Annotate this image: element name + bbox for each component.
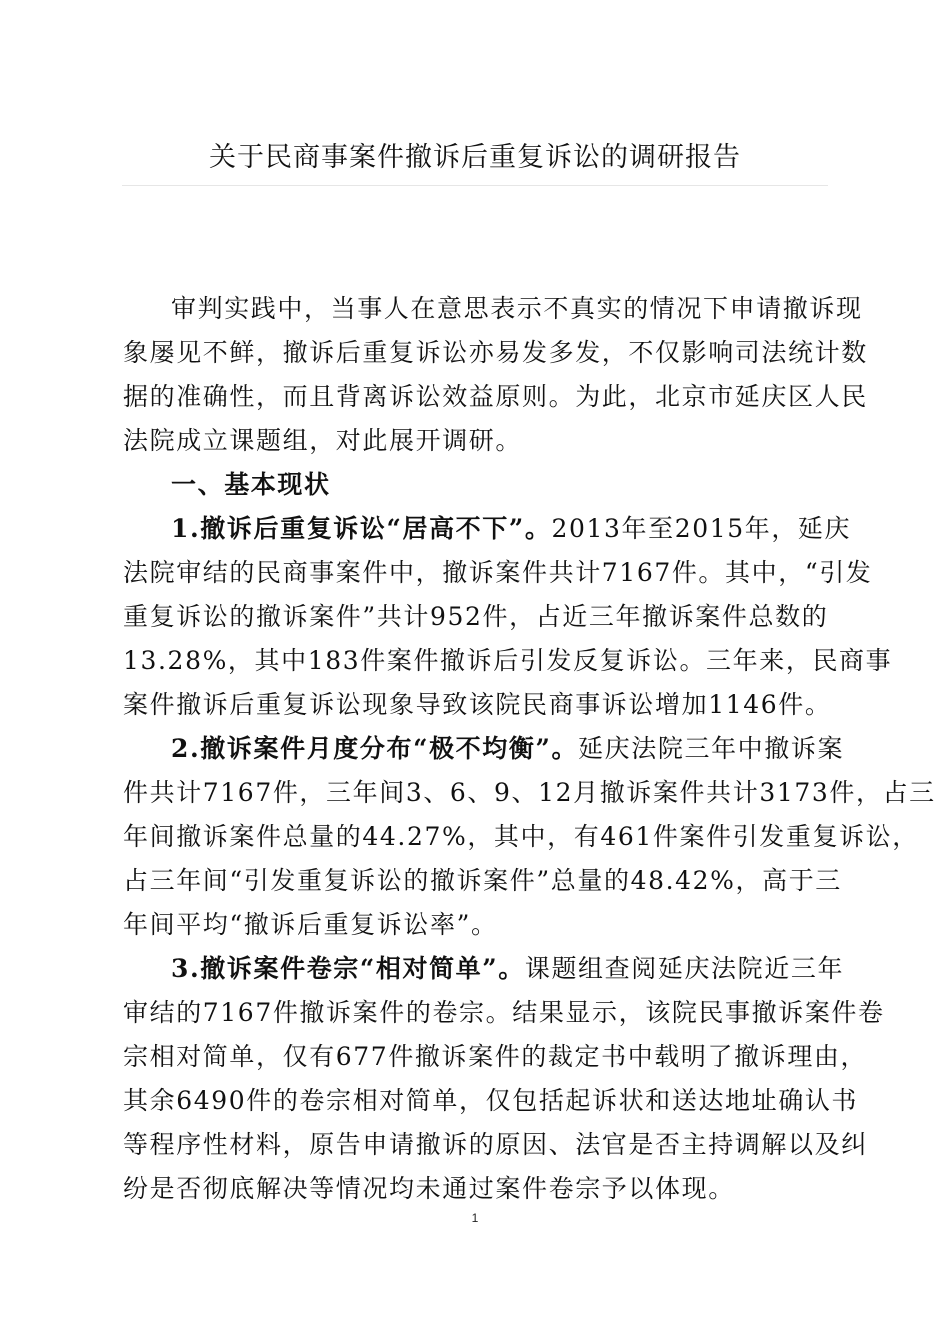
paragraph-line: 审判实践中，当事人在意思表示不真实的情况下申请撤诉现 [171,294,863,323]
paragraph-line: 占三年间“引发重复诉讼的撤诉案件”总量的48.42%，高于三 [123,866,842,895]
point-2-heading: 2.撤诉案件月度分布“极不均衡”。 [171,734,579,763]
title-divider [122,185,828,186]
paragraph-line: 其余6490件的卷宗相对简单，仅包括起诉状和送达地址确认书 [123,1086,859,1115]
paragraph-line: 13.28%，其中183件案件撤诉后引发反复诉讼。三年来，民商事 [123,646,893,675]
section-heading: 一、基本现状 [171,470,331,499]
document-title: 关于民商事案件撤诉后重复诉讼的调研报告 [209,142,741,173]
paragraph-line: 审结的7167件撤诉案件的卷宗。结果显示，该院民事撤诉案件卷 [123,998,885,1027]
point-2-paragraph [123,727,936,947]
paragraph-line: 法院成立课题组，对此展开调研。 [123,426,523,455]
paragraph-line: 件共计7167件，三年间3、6、9、12月撤诉案件共计3173件，占三 [123,778,936,807]
point-1-text: 2013年至2015年，延庆 [551,514,852,543]
paragraph-line: 重复诉讼的撤诉案件”共计952件，占近三年撤诉案件总数的 [123,602,829,631]
paragraph-line [123,507,852,551]
point-1-heading: 1.撤诉后重复诉讼“居高不下”。 [171,514,552,543]
paragraph-line [123,947,845,991]
intro-paragraph [123,287,868,463]
paragraph-line: 宗相对简单，仅有677件撤诉案件的裁定书中载明了撤诉理由， [123,1042,868,1071]
document-body [123,287,936,1211]
paragraph-line: 据的准确性，而且背离诉讼效益原则。为此，北京市延庆区人民 [123,382,868,411]
paragraph-line: 法院审结的民商事案件中，撤诉案件共计7167件。其中，“引发 [123,558,873,587]
point-3-text: 课题组查阅延庆法院近三年 [524,954,845,983]
page-number: 1 [471,1211,479,1225]
paragraph-line: 年间撤诉案件总量的44.27%，其中，有461件案件引发重复诉讼， [123,822,919,851]
paragraph-line: 等程序性材料，原告申请撤诉的原因、法官是否主持调解以及纠 [123,1130,868,1159]
paragraph-line: 案件撤诉后重复诉讼现象导致该院民商事诉讼增加1146件。 [123,690,832,719]
point-3-paragraph [123,947,885,1211]
paragraph-line [123,727,845,771]
paragraph-line: 象屡见不鲜，撤诉后重复诉讼亦易发多发，不仅影响司法统计数 [123,338,868,367]
point-2-text: 延庆法院三年中撤诉案 [578,734,845,763]
point-3-heading: 3.撤诉案件卷宗“相对简单”。 [171,954,525,983]
paragraph-line: 年间平均“撤诉后重复诉讼率”。 [123,910,498,939]
point-1-paragraph [123,507,893,727]
paragraph-line: 纷是否彻底解决等情况均未通过案件卷宗予以体现。 [123,1174,735,1203]
